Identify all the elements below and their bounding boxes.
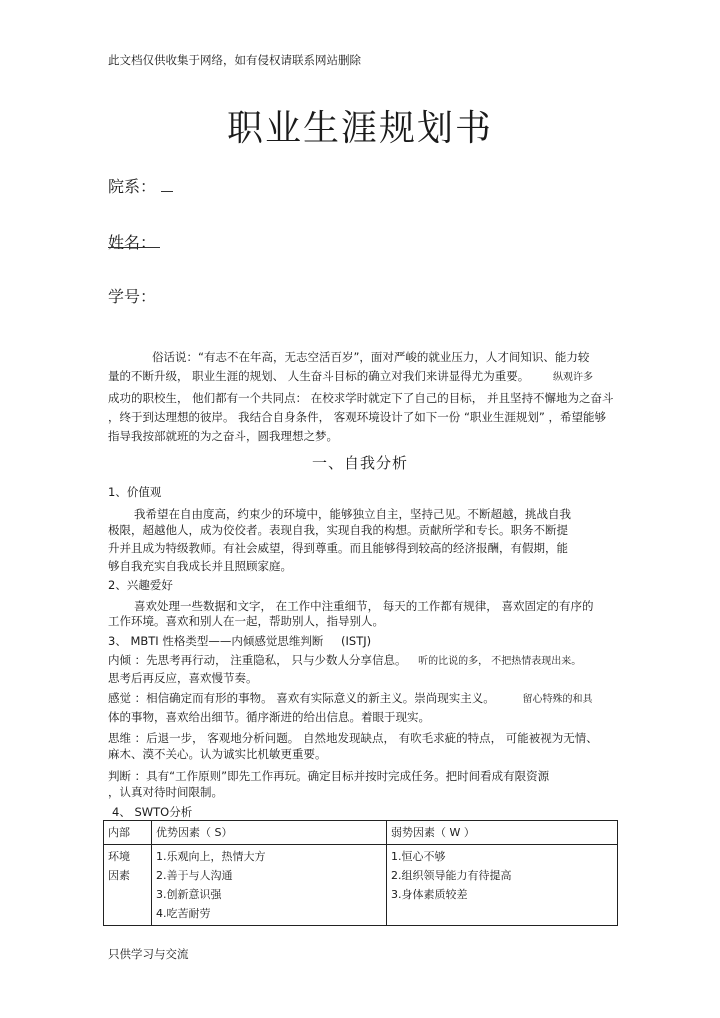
judging-line-1: 判断 ：具有“工作原则”即先工作再玩。确定目标并按时完成任务。把时间看成有限资源 — [108, 769, 550, 783]
strength-item: 3.创新意识强 — [156, 888, 222, 901]
introvert-line-2: 思考后再反应，喜欢慢节奏。 — [108, 671, 258, 685]
values-line-4: 够自我充实自我成长并且照顾家庭。 — [108, 559, 292, 573]
swot-strengths-cell — [152, 845, 387, 926]
strength-item: 1.乐观向上，热情大方 — [156, 850, 266, 863]
department-blank-line — [161, 177, 173, 192]
intro-line-2a: 量的不断升级， 职业生涯的规划、 人生奋斗目标的确立对我们来讲显得尤为重要。 — [108, 369, 530, 383]
name-underline — [108, 247, 160, 248]
intro-line-5: 指导我按部就班的为之奋斗，圆我理想之梦。 — [108, 429, 338, 443]
swot-row-label-1: 环境 — [108, 850, 130, 863]
judging-line-2: ，认真对待时间限制。 — [108, 785, 223, 799]
values-line-2: 极限，超越他人，成为佼佼者。表现自我，实现自我的构想。贡献所学和专长。职务不断提 — [108, 523, 568, 537]
department-label: 院系： — [108, 177, 157, 196]
intro-line-2b: 纵观许多 — [552, 372, 593, 383]
name-field — [108, 230, 156, 253]
document-title: 职业生涯规划书 — [226, 108, 493, 149]
section-title-self-analysis: 一、自我分析 — [311, 454, 408, 472]
values-line-3: 升并且成为特级教师。有社会威望，得到尊重。而且能够得到较高的经济报酬，有假期，能 — [108, 541, 568, 555]
introvert-line-1a: 内倾 ：先思考再行动， 注重隐私， 只与少数人分享信息。 — [108, 653, 407, 667]
mbti-heading — [108, 632, 371, 651]
swot-body-row — [104, 845, 618, 926]
thinking-line-2: 麻木、漠不关心。认为诚实比机敏更重要。 — [108, 747, 327, 761]
mbti-code: (ISTJ) — [341, 634, 372, 648]
sensing-line-1b: 留心特殊的和具 — [522, 694, 593, 705]
department-field — [108, 174, 173, 197]
interests-heading: 2、兴趣爱好 — [108, 578, 173, 592]
thinking-line-1: 思维 ：后退一步， 客观地分析问题。 自然地发现缺点， 有吹毛求疵的特点， 可能被视为无情、 — [108, 731, 598, 745]
swot-header-row — [104, 821, 618, 845]
introvert-line-1b: 听的比说的多， 不把热情表现出来。 — [418, 656, 582, 667]
swot-col-internal: 内部 — [104, 821, 152, 845]
header-note: 此文档仅供收集于网络，如有侵权请联系网站删除 — [108, 53, 361, 67]
strength-item: 4.吃苦耐劳 — [156, 907, 211, 920]
student-id-label: 学号： — [108, 287, 157, 306]
interests-line-2: 工作环境。喜欢和别人在一起，帮助别人，指导别人。 — [108, 614, 384, 628]
sensing-line-1a: 感觉 ：相信确定而有形的事物。 喜欢有实际意义的新主义。崇尚现实主义。 — [108, 691, 495, 705]
values-line-1: 我希望在自由度高，约束少的环境中，能够独立自主，坚持己见。不断超越，挑战自我 — [134, 507, 571, 521]
intro-line-3: 成功的职校生， 他们都有一个共同点： 在校求学时就定下了自己的目标， 并且坚持不懈地为之奋斗 — [108, 391, 614, 405]
strength-item: 2.善于与人沟通 — [156, 869, 233, 882]
swot-row-label-2: 因素 — [108, 869, 130, 882]
weakness-item: 2.组织领导能力有待提高 — [391, 869, 512, 882]
weakness-item: 3.身体素质较差 — [391, 888, 468, 901]
weakness-item: 1.恒心不够 — [391, 850, 446, 863]
sensing-line-1 — [108, 689, 592, 709]
intro-line-2 — [108, 367, 593, 387]
name-label: 姓名： — [108, 233, 157, 252]
footer-note: 只供学习与交流 — [108, 947, 189, 961]
swot-col-strengths: 优势因素（ S） — [152, 821, 387, 845]
introvert-line-1 — [108, 651, 581, 671]
values-heading: 1、价值观 — [108, 485, 162, 499]
sensing-line-2: 体的事物，喜欢给出细节。循序渐进的给出信息。着眼于现实。 — [108, 710, 430, 724]
swot-col-weaknesses: 弱势因素（ W ） — [387, 821, 618, 845]
swot-table — [103, 820, 618, 926]
interests-line-1: 喜欢处理一些数据和文字， 在工作中注重细节， 每天的工作都有规律， 喜欢固定的有序的 — [134, 599, 594, 613]
intro-line-4: ，终于到达理想的彼岸。 我结合自身条件， 客观环境设计了如下一份 “职业生涯规划” ，希望能够 — [108, 410, 607, 424]
student-id-field — [108, 284, 156, 307]
swot-row-label — [104, 845, 152, 926]
swot-heading: 4、 SWTO分析 — [112, 805, 193, 819]
swot-weaknesses-cell — [387, 845, 618, 926]
intro-line-1: 俗话说：“有志不在年高，无志空活百岁”，面对严峻的就业压力，人才间知识、能力较 — [152, 350, 590, 364]
mbti-heading-text: 3、 MBTI 性格类型——内倾感觉思维判断 — [108, 634, 324, 648]
